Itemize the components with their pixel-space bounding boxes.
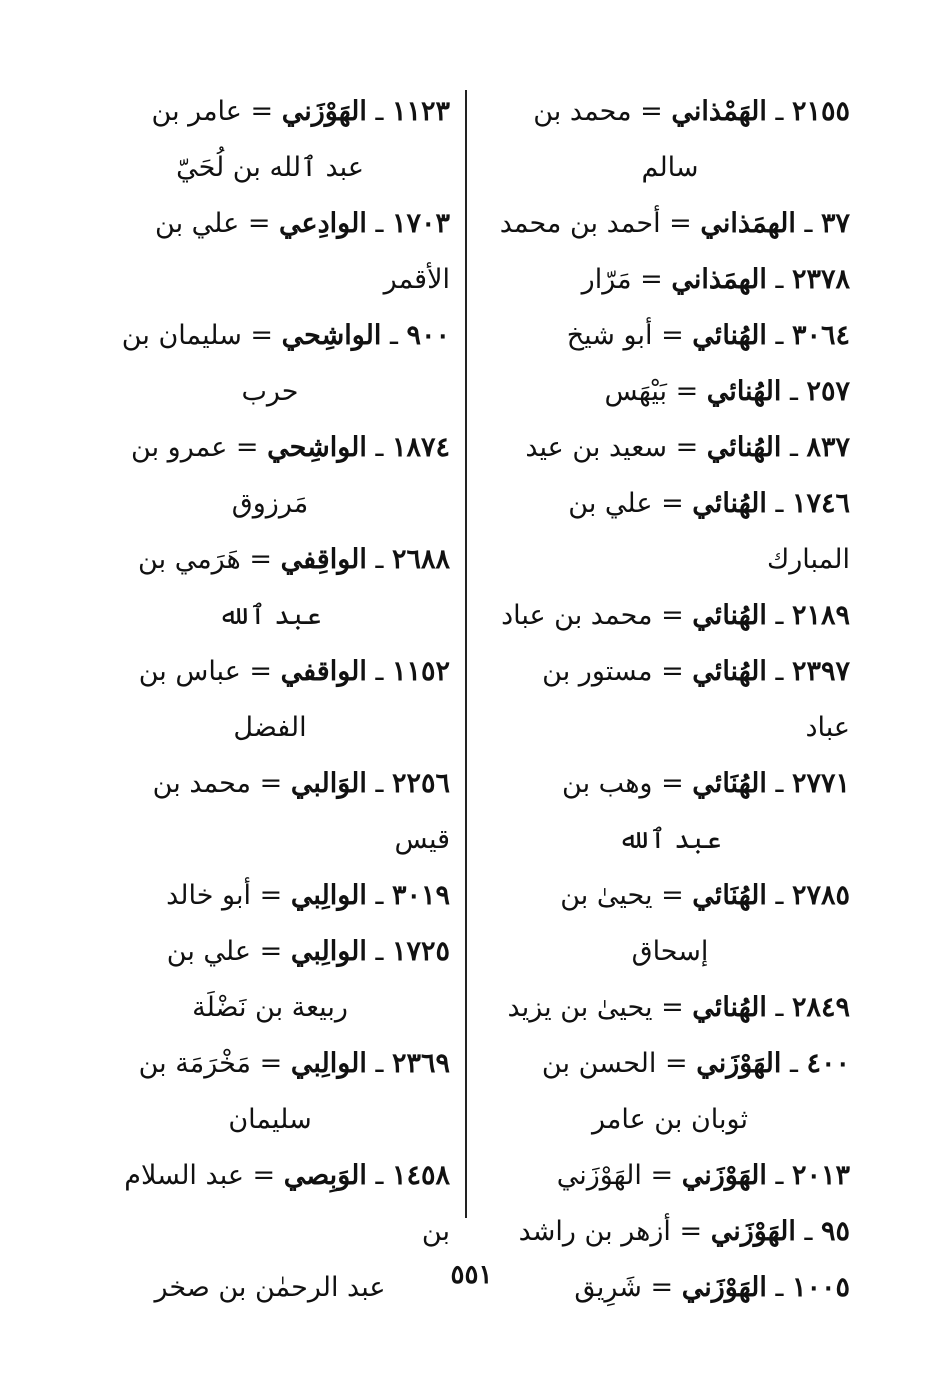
entry-nisba: الهُنائي xyxy=(692,320,767,351)
entry-number: ١٤٥٨ xyxy=(391,1160,450,1191)
entry-continuation: ثوبان بن عامر xyxy=(592,1104,748,1135)
entry-equals: = xyxy=(661,880,684,911)
entry-equals: = xyxy=(679,1216,703,1247)
entry-equals: = xyxy=(661,992,684,1023)
entry-name: عباس بن xyxy=(138,656,241,687)
entry-nisba: الهُنائي xyxy=(692,656,767,687)
entry-equals: = xyxy=(650,1160,674,1191)
entry-nisba: الهَمْذاني xyxy=(671,96,767,127)
entry-name: عبد السلام بن xyxy=(124,1160,450,1247)
entry-continuation: عبد ٱلله بن لُحَيّ xyxy=(176,152,364,183)
entry-name: مَخْرَمَة بن xyxy=(138,1048,251,1079)
left-column xyxy=(90,84,450,1316)
entry-nisba: الوَبِصي xyxy=(283,1160,367,1191)
entry-number: ٤٠٠ xyxy=(806,1048,850,1079)
entry-name: عامر بن xyxy=(151,96,242,127)
entry-name: أبو شيخ xyxy=(566,320,653,351)
entry-nisba: الهُنائي xyxy=(706,432,782,463)
entry-name: هَرَمي بن xyxy=(138,544,241,575)
entry-equals: = xyxy=(235,432,259,463)
index-entry xyxy=(90,532,450,644)
entry-equals: = xyxy=(675,376,699,407)
entry-name: مَرّار xyxy=(581,264,632,295)
entry-number: ٢١٨٩ xyxy=(791,600,850,631)
entry-separator: ـ xyxy=(375,96,384,127)
index-entry xyxy=(490,364,850,420)
entry-continuation: الفضل xyxy=(233,712,307,743)
entry-separator: ـ xyxy=(775,1272,784,1303)
entry-nisba: الهُنائي xyxy=(692,992,767,1023)
index-entry xyxy=(490,588,850,644)
entry-separator: ـ xyxy=(804,208,813,239)
entry-number: ١٧٢٥ xyxy=(391,936,450,967)
entry-number: ٢٥٧ xyxy=(806,376,850,407)
entry-nisba: الواشِحي xyxy=(281,320,382,351)
entry-name: وهب بن xyxy=(562,768,653,799)
entry-name: محمد بن عباد xyxy=(501,600,653,631)
index-entry xyxy=(90,1036,450,1148)
entry-name: الهَوْزَني xyxy=(556,1160,642,1191)
entry-nisba: الواقِفي xyxy=(280,544,367,575)
index-entry xyxy=(90,644,450,756)
entry-nisba: الهَوْزَني xyxy=(681,1160,767,1191)
index-entry xyxy=(90,924,450,1036)
entry-number: ٩٥ xyxy=(820,1216,850,1247)
entry-continuation: سالم xyxy=(641,152,699,183)
entry-continuation: حرب xyxy=(241,376,299,407)
entry-separator: ـ xyxy=(789,1048,798,1079)
entry-separator: ـ xyxy=(375,208,384,239)
entry-nisba: الواشِحي xyxy=(267,432,367,463)
entry-number: ٢٢٥٦ xyxy=(391,768,450,799)
index-entry xyxy=(490,308,850,364)
entry-number: ١١٥٢ xyxy=(391,656,450,687)
entry-equals: = xyxy=(247,208,271,239)
index-entry xyxy=(90,84,450,196)
entry-separator: ـ xyxy=(389,320,398,351)
entry-separator: ـ xyxy=(375,936,384,967)
entry-number: ٢٧٨٥ xyxy=(791,880,850,911)
entry-continuation: إسحاق xyxy=(631,936,709,967)
entry-number: ٢٧٧١ xyxy=(791,768,850,799)
index-entry xyxy=(490,420,850,476)
entry-name: أزهر بن راشد xyxy=(518,1216,671,1247)
entry-separator: ـ xyxy=(375,880,384,911)
entry-equals: = xyxy=(661,600,684,631)
entry-number: ٢٣٧٨ xyxy=(791,264,850,295)
entry-nisba: الهُنَائي xyxy=(692,880,767,911)
entry-nisba: الوَالبي xyxy=(290,768,367,799)
page-number: ٥٥١ xyxy=(450,1260,493,1290)
entry-continuation: سليمان xyxy=(228,1104,312,1135)
entry-name: أبو خالد xyxy=(166,880,251,911)
entry-nisba: الوالِبي xyxy=(290,880,367,911)
entry-equals: = xyxy=(661,488,684,519)
entry-number: ٢٣٦٩ xyxy=(391,1048,450,1079)
entry-separator: ـ xyxy=(775,320,784,351)
entry-name: علي بن المبارك xyxy=(568,488,850,575)
entry-number: ٨٣٧ xyxy=(806,432,850,463)
entry-nisba: الوادِعي xyxy=(279,208,367,239)
entry-separator: ـ xyxy=(775,264,784,295)
entry-equals: = xyxy=(259,880,283,911)
entry-separator: ـ xyxy=(375,656,384,687)
entry-name: محمد بن xyxy=(533,96,632,127)
entry-separator: ـ xyxy=(775,600,784,631)
entry-separator: ـ xyxy=(775,880,784,911)
entry-continuation: عبد ٱلله xyxy=(618,824,722,855)
entry-equals: = xyxy=(259,1048,283,1079)
entry-number: ٩٠٠ xyxy=(406,320,450,351)
entry-name: علي بن الأقمر xyxy=(155,208,450,295)
entry-continuation: ربيعة بن نَضْلَة xyxy=(192,992,348,1023)
index-entry xyxy=(490,252,850,308)
entry-equals: = xyxy=(259,768,283,799)
entry-number: ١٠٠٥ xyxy=(791,1272,850,1303)
entry-equals: = xyxy=(669,208,692,239)
entry-separator: ـ xyxy=(775,768,784,799)
index-entry xyxy=(90,196,450,308)
entry-name: يحيىٰ بن xyxy=(560,880,653,911)
entry-nisba: الهَوْزَني xyxy=(696,1048,782,1079)
index-entry xyxy=(490,1036,850,1148)
index-entry xyxy=(490,196,850,252)
entry-separator: ـ xyxy=(775,96,784,127)
entry-equals: = xyxy=(640,96,663,127)
index-entry xyxy=(490,84,850,196)
entry-name: يحيىٰ بن يزيد xyxy=(507,992,653,1023)
entry-equals: = xyxy=(250,96,274,127)
entry-equals: = xyxy=(661,320,684,351)
entry-name: أحمد بن محمد xyxy=(499,208,661,239)
entry-nisba: الهُنائي xyxy=(692,488,767,519)
entry-nisba: الهُنائي xyxy=(706,376,782,407)
entry-name: سليمان بن xyxy=(121,320,242,351)
entry-equals: = xyxy=(640,264,663,295)
entry-nisba: الهمَذاني xyxy=(671,264,767,295)
entry-name: سعيد بن عيد xyxy=(525,432,667,463)
index-entry xyxy=(490,756,850,868)
entry-nisba: الهَوْزَني xyxy=(710,1216,796,1247)
entry-equals: = xyxy=(650,1272,674,1303)
entry-nisba: الهمَذاني xyxy=(700,208,796,239)
entry-equals: = xyxy=(675,432,699,463)
entry-separator: ـ xyxy=(775,488,784,519)
entry-nisba: الهُنَائي xyxy=(692,768,767,799)
entry-continuation: عبد الرحمٰن بن صخر xyxy=(154,1272,386,1303)
entry-number: ٣٠٦٤ xyxy=(791,320,850,351)
entry-equals: = xyxy=(664,1048,688,1079)
entry-nisba: الهَوْزَني xyxy=(281,96,367,127)
entry-number: ٣٧ xyxy=(820,208,850,239)
entry-separator: ـ xyxy=(789,432,798,463)
entry-name: شَرِيق xyxy=(574,1272,642,1303)
index-entry xyxy=(90,420,450,532)
entry-separator: ـ xyxy=(375,544,384,575)
entry-nisba: الهَوْزَني xyxy=(681,1272,767,1303)
entry-number: ١٧٠٣ xyxy=(391,208,450,239)
index-entry xyxy=(490,476,850,588)
entry-name: مستور بن عباد xyxy=(542,656,850,743)
entry-nisba: الهُنائي xyxy=(692,600,767,631)
entry-separator: ـ xyxy=(789,376,798,407)
entry-number: ٢٦٨٨ xyxy=(391,544,450,575)
entry-equals: = xyxy=(252,1160,276,1191)
entry-separator: ـ xyxy=(375,432,384,463)
entry-number: ١١٢٣ xyxy=(391,96,450,127)
entry-number: ٢٠١٣ xyxy=(791,1160,850,1191)
index-entry xyxy=(490,980,850,1036)
entry-number: ٢٣٩٧ xyxy=(791,656,850,687)
entry-separator: ـ xyxy=(375,1048,384,1079)
index-entry xyxy=(90,1148,450,1316)
entry-equals: = xyxy=(250,320,274,351)
entry-number: ١٧٤٦ xyxy=(791,488,850,519)
entry-nisba: الواقفي xyxy=(280,656,367,687)
entry-continuation: مَرزوق xyxy=(231,488,309,519)
entry-continuation: عبد ٱلله xyxy=(218,600,322,631)
entry-separator: ـ xyxy=(804,1216,813,1247)
entry-equals: = xyxy=(249,544,273,575)
entry-number: ٢٨٤٩ xyxy=(791,992,850,1023)
entry-separator: ـ xyxy=(375,1160,384,1191)
entry-equals: = xyxy=(249,656,273,687)
entry-name: علي بن xyxy=(166,936,251,967)
entry-name: بَيْهَس xyxy=(604,376,667,407)
right-column xyxy=(490,84,850,1316)
entry-equals: = xyxy=(259,936,283,967)
index-entry xyxy=(90,868,450,924)
entry-separator: ـ xyxy=(775,992,784,1023)
index-entry xyxy=(490,644,850,756)
entry-number: ١٨٧٤ xyxy=(391,432,450,463)
column-divider xyxy=(465,90,467,1218)
entry-equals: = xyxy=(661,768,684,799)
entry-separator: ـ xyxy=(375,768,384,799)
entry-name: عمرو بن xyxy=(131,432,228,463)
index-entry xyxy=(90,308,450,420)
entry-nisba: الوالِبي xyxy=(290,1048,367,1079)
entry-separator: ـ xyxy=(775,1160,784,1191)
entry-number: ٢١٥٥ xyxy=(791,96,850,127)
index-entry xyxy=(490,1204,850,1260)
entry-name: محمد بن قيس xyxy=(152,768,450,855)
index-entry xyxy=(490,868,850,980)
entry-separator: ـ xyxy=(775,656,784,687)
entry-equals: = xyxy=(661,656,684,687)
entry-number: ٣٠١٩ xyxy=(391,880,450,911)
entry-nisba: الوالِبي xyxy=(290,936,367,967)
index-entry xyxy=(90,756,450,868)
entry-name: الحسن بن xyxy=(541,1048,657,1079)
index-entry xyxy=(490,1148,850,1204)
